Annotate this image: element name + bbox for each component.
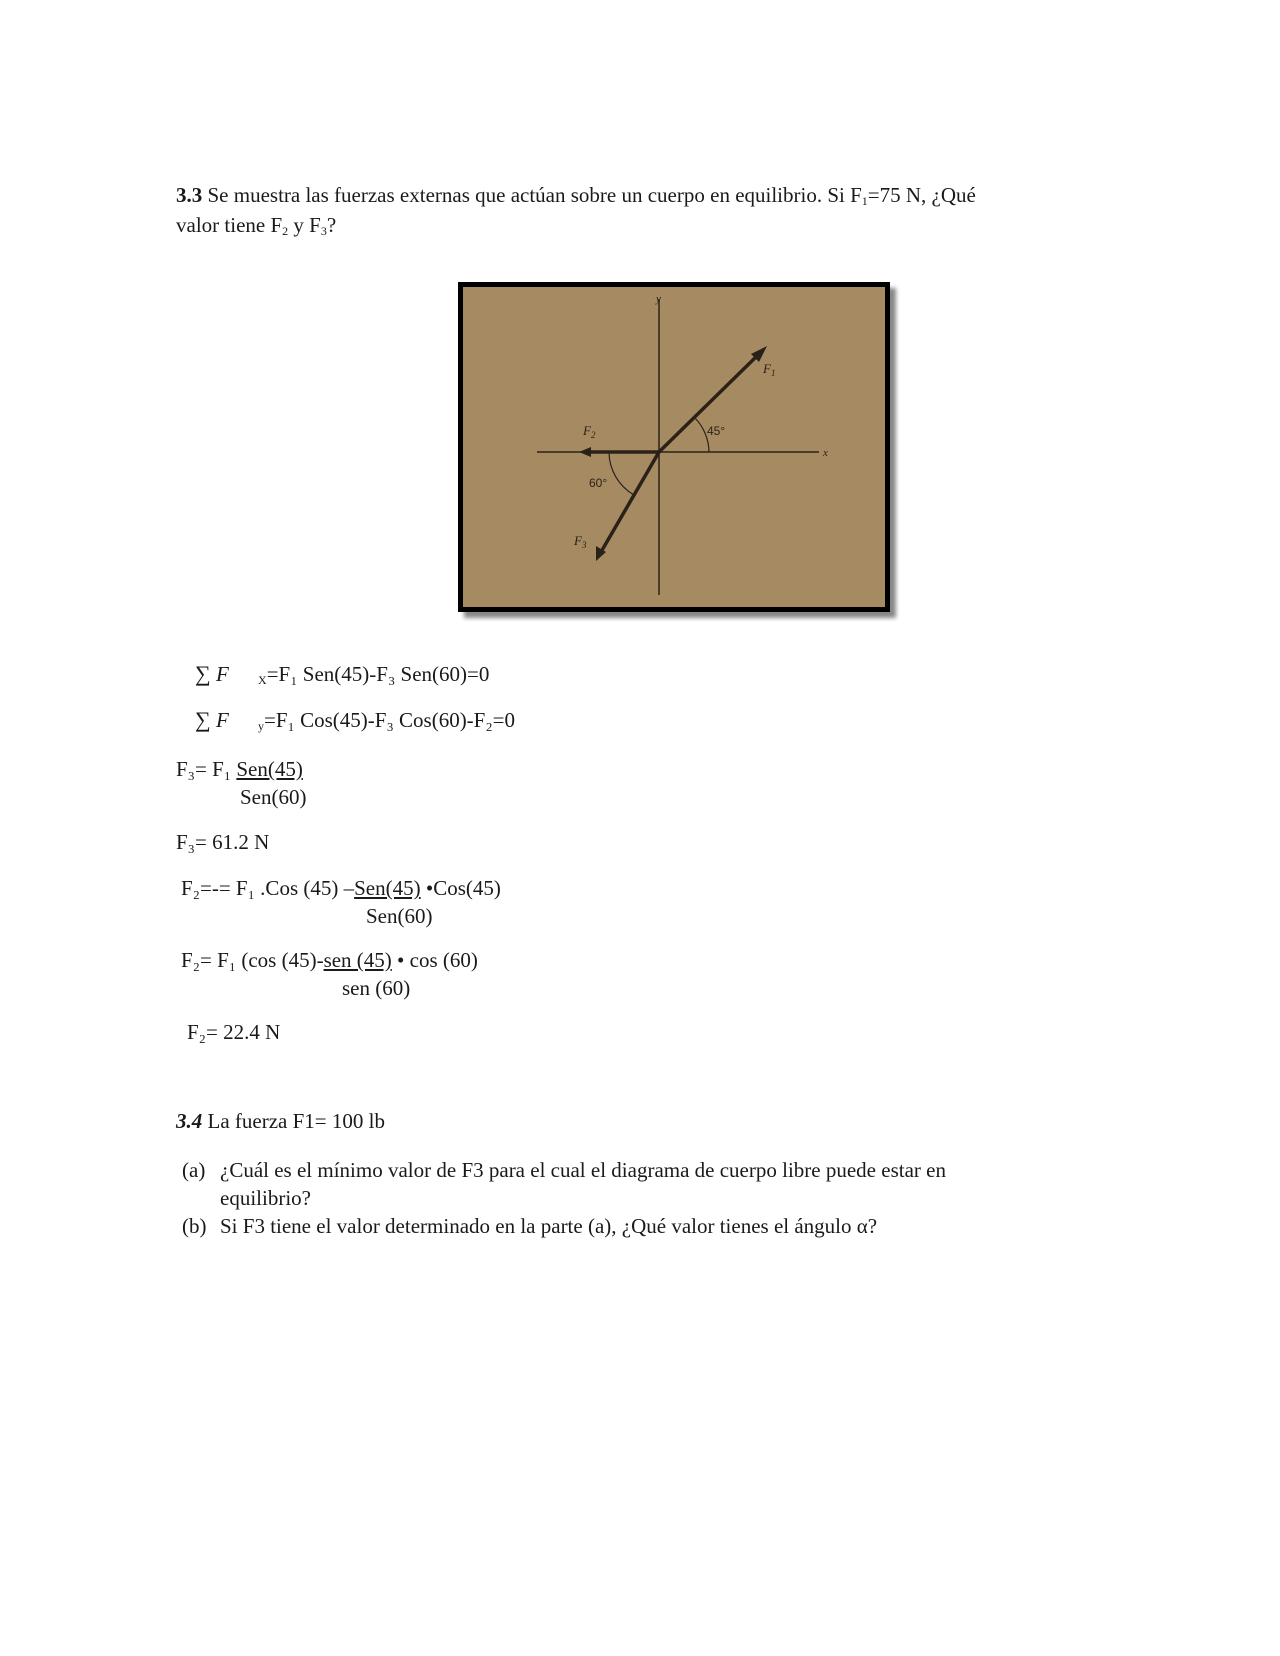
item-text-line: ¿Cuál es el mínimo valor de F3 para el cual el diagrama de cuerpo libre puede estar en — [220, 1158, 946, 1182]
equation-text: •Cos(45) — [420, 876, 501, 900]
axis-subscript: y — [258, 719, 265, 733]
force-diagram-svg — [463, 287, 885, 607]
problem-number: 3.4 — [176, 1109, 203, 1133]
f2-result: F₂= 22.4 N — [187, 1020, 281, 1044]
x-axis-label: x — [823, 447, 828, 459]
force-diagram — [458, 282, 890, 612]
problem-3-3-line-2 — [176, 213, 336, 239]
f2-arrowhead — [579, 447, 591, 457]
equation-text: • cos (60) — [391, 948, 478, 972]
subscript: 2 — [282, 224, 289, 238]
f3-vector — [601, 452, 659, 552]
problem-3-3-line-1 — [176, 183, 976, 209]
f3-result: F₃= 61.2 N — [176, 830, 270, 854]
subscript: 1 — [861, 194, 868, 208]
fraction-numerator: Sen(45) — [354, 876, 421, 900]
list-item — [182, 1156, 1042, 1212]
item-label: (a) — [182, 1158, 206, 1182]
y-axis-label: y — [656, 293, 661, 305]
sigma-symbol: ∑ — [195, 707, 211, 732]
statement-text: y F — [288, 213, 321, 237]
fraction-numerator: Sen(45) — [236, 757, 303, 781]
force-symbol: F — [215, 708, 229, 732]
equation-text: F₂=-= F₁ .Cos (45) – — [181, 876, 355, 900]
f2-formula-2-denominator: sen (60) — [342, 976, 411, 1000]
f2-formula-numerator — [181, 876, 501, 901]
fraction-numerator: sen (45) — [323, 948, 392, 972]
statement-text: La fuerza F1= 100 lb — [202, 1109, 385, 1133]
subscript: 3 — [320, 224, 327, 238]
f1-label: $F_1$ — [763, 361, 776, 378]
f2-formula-2-numerator — [181, 948, 478, 973]
equation-text: =F₁ Cos(45)-F₃ Cos(60)-F₂=0 — [264, 708, 516, 732]
axis-subscript: X — [258, 673, 267, 687]
angle-60-label: 60° — [589, 476, 608, 490]
f2-formula-denominator: Sen(60) — [366, 904, 433, 928]
angle-60-arc — [609, 452, 634, 495]
sum-fx-equation — [195, 661, 489, 688]
f3-formula-numerator — [176, 757, 303, 782]
f3-label: $F_3$ — [574, 533, 587, 550]
statement-text: =75 N, ¿Qué — [867, 183, 976, 207]
equation-text: F₂= F₁ (cos (45)- — [181, 948, 324, 972]
f3-formula-denominator: Sen(60) — [240, 785, 307, 809]
problem-number: 3.3 — [176, 183, 203, 207]
force-symbol: F — [215, 662, 229, 686]
item-text — [220, 1156, 946, 1212]
equation-text: F₃= F₁ — [176, 757, 237, 781]
statement-text: ? — [326, 213, 337, 237]
statement-text: valor tiene F — [176, 213, 283, 237]
list-item — [182, 1212, 1042, 1240]
f2-label: $F_2$ — [583, 423, 596, 440]
item-label: (b) — [182, 1214, 207, 1238]
sigma-symbol: ∑ — [195, 661, 211, 686]
angle-45-label: 45° — [707, 424, 726, 438]
problem-3-4-title — [176, 1109, 385, 1134]
item-text: Si F3 tiene el valor determinado en la parte (a), ¿Qué valor tienes el ángulo α? — [220, 1214, 878, 1238]
item-text-line: equilibrio? — [220, 1186, 311, 1210]
statement-text: Se muestra las fuerzas externas que actúan sobre un cuerpo en equilibrio. Si F — [202, 183, 862, 207]
sum-fy-equation — [195, 707, 515, 734]
equation-text: =F₁ Sen(45)-F₃ Sen(60)=0 — [266, 662, 490, 686]
problem-3-4-questions — [182, 1156, 1042, 1240]
